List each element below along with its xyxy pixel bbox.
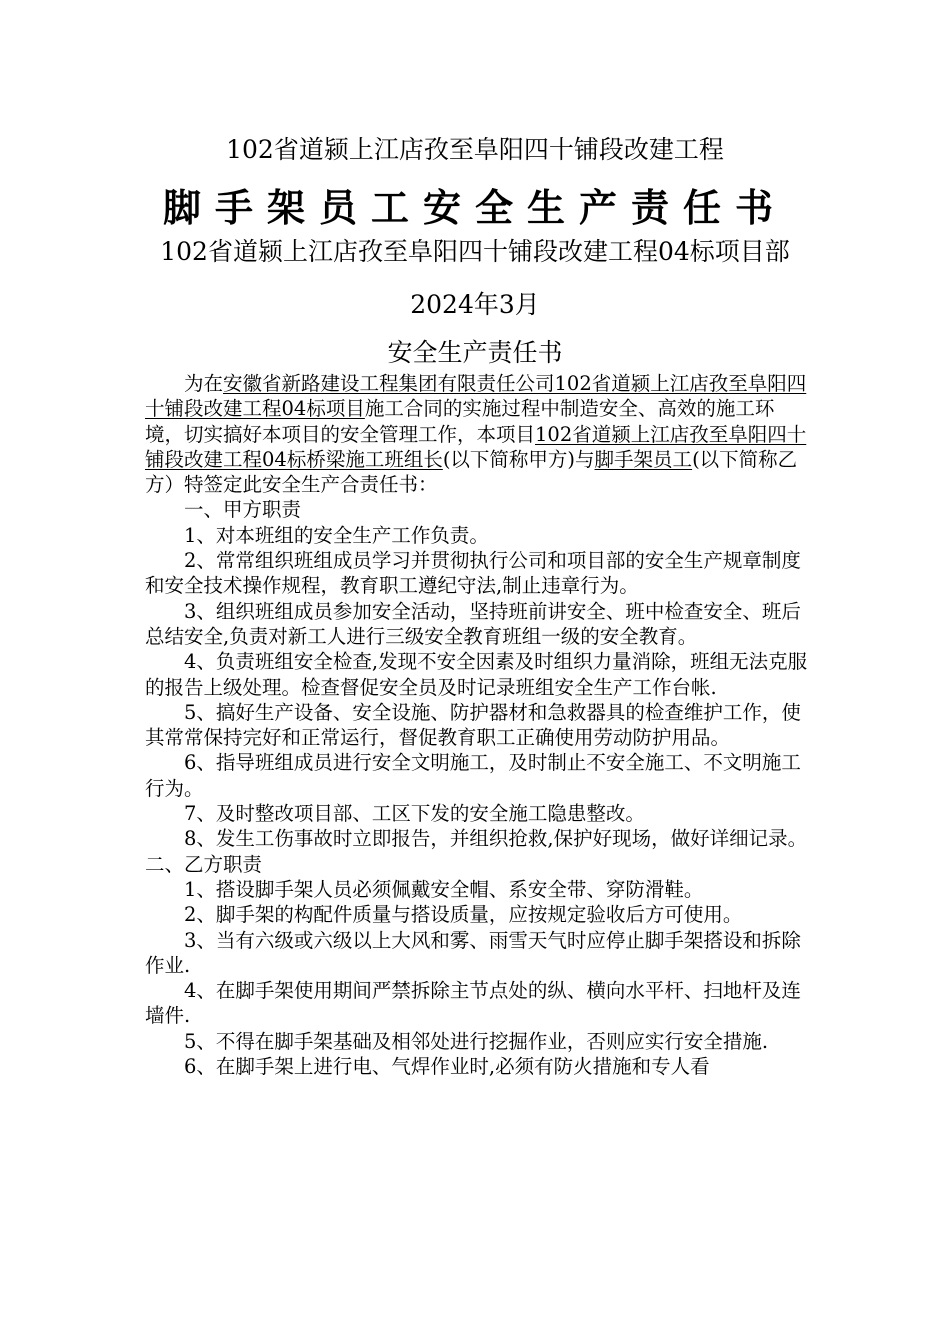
intro-text-2: 施工合同的实施过程中制造安全、高效的施工环境，切实搞好本项目的安全管理工作，本项目 — [145, 397, 775, 446]
section-b-item: 5、不得在脚手架基础及相邻处进行挖掘作业，否则应实行安全措施. — [184, 1029, 769, 1053]
department-name: 102省道颍上江店孜至阜阳四十铺段改建工程04标项目部 — [160, 237, 790, 266]
section-a-item: 1、对本班组的安全生产工作负责。 — [184, 523, 489, 547]
intro-text-4: (以下简称乙方）特签定此安全生产合责任书： — [145, 447, 798, 497]
section-b-item: 3、当有六级或六级以上大风和雾、雨雪天气时应停止脚手架搭设和拆除作业. — [145, 928, 801, 977]
section-a-item: 4、负责班组安全检查,发现不安全因素及时组织力量消除，班组无法克服的报告上级处理。检查督促安全员及时记录班组安全生产工作台帐. — [145, 650, 808, 699]
section-a-item: 8、发生工伤事故时立即报告，并组织抢救,保护好现场，做好详细记录。 — [184, 827, 808, 851]
main-title: 脚手架员工安全生产责任书 — [162, 185, 787, 230]
intro-text-1: 为在 — [184, 372, 224, 395]
section-b-item: 6、在脚手架上进行电、气焊作业时,必须有防火措施和专人看 — [184, 1055, 710, 1079]
section-a-item: 3、组织班组成员参加安全活动，坚持班前讲安全、班中检查安全、班后总结安全,负责对新工人进行三级安全教育班组一级的安全教育。 — [145, 599, 801, 648]
party-b-underlined: 脚手架员工 — [594, 447, 693, 471]
section-a-heading: 一、甲方职责 — [184, 498, 302, 522]
section-b-item: 1、搭设脚手架人员必须佩戴安全帽、系安全带、穿防滑鞋。 — [184, 877, 704, 901]
project-title: 102省道颍上江店孜至阜阳四十铺段改建工程 — [226, 135, 724, 164]
contract-party-underlined: 安徽省新路建设工程集团有限责任公司102省道颍上江店孜至阜阳四十铺段改建工程04标项目 — [145, 372, 807, 421]
section-a-item: 2、常常组织班组成员学习并贯彻执行公司和项目部的安全生产规章制度和安全技术操作规程，教育职工遵纪守法,制止违章行为。 — [145, 549, 801, 598]
section-a-item: 5、搞好生产设备、安全设施、防护器材和急救器具的检查维护工作，使其常常保持完好和正常运行，督促教育职工正确使用劳动防护用品。 — [145, 700, 801, 750]
section-b-item: 4、在脚手架使用期间严禁拆除主节点处的纵、横向水平杆、扫地杆及连墙件. — [145, 979, 801, 1028]
intro-paragraph — [145, 371, 810, 497]
document-body — [145, 371, 810, 1079]
document-date: 2024年3月 — [410, 290, 540, 319]
section-a-item: 6、指导班组成员进行安全文明施工，及时制止不安全施工、不文明施工行为。 — [145, 751, 801, 800]
party-a-underlined: 102省道颍上江店孜至阜阳四十铺段改建工程04标桥梁施工班组长 — [145, 422, 807, 471]
intro-text-3: (以下简称甲方)与 — [442, 447, 595, 471]
section-b-item: 2、脚手架的构配件质量与搭设质量，应按规定验收后方可使用。 — [184, 903, 743, 927]
section-a-item: 7、及时整改项目部、工区下发的安全施工隐患整改。 — [184, 802, 645, 826]
section-b-heading: 二、乙方职责 — [145, 852, 263, 876]
sub-title: 安全生产责任书 — [387, 338, 563, 367]
